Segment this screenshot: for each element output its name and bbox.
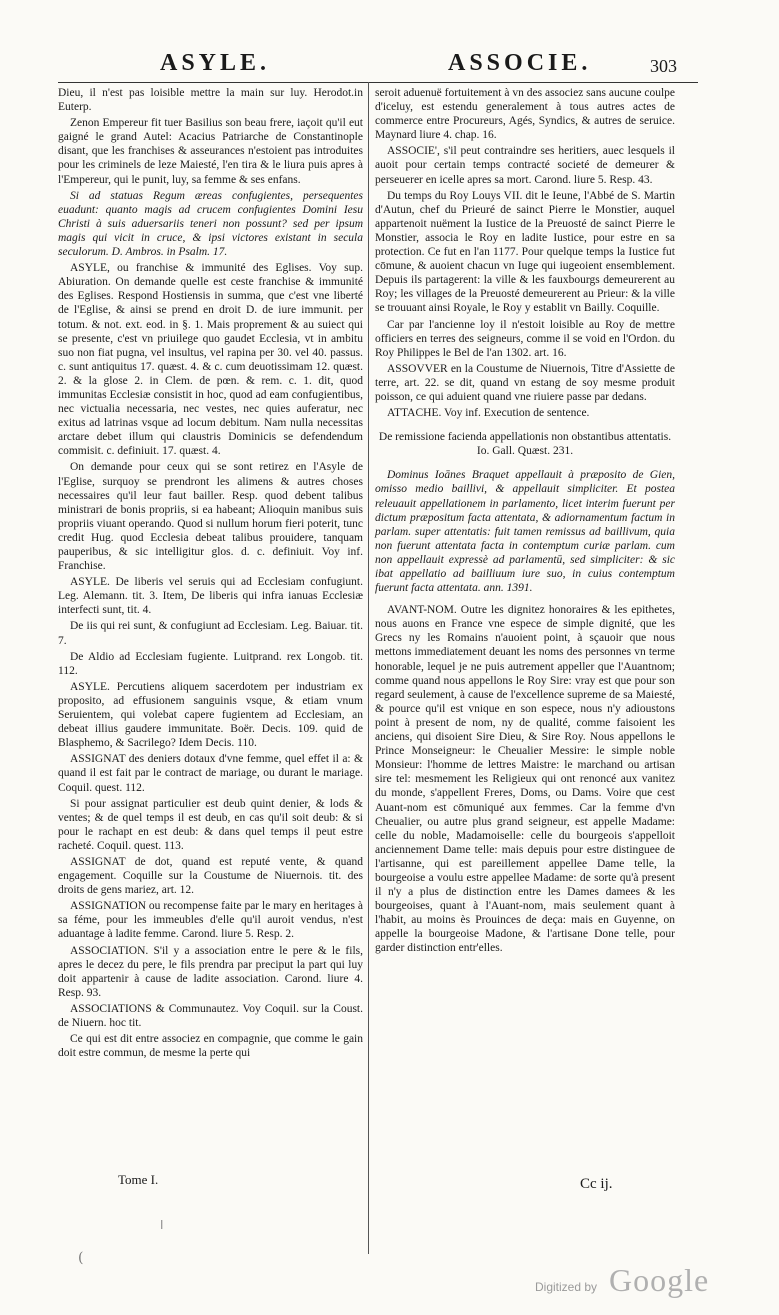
page-number: 303 — [650, 56, 677, 76]
paragraph: ASYLE. De liberis vel seruis qui ad Ecclesiam confugiunt. Leg. Alemann. tit. 3. Item, De liberis qui infra ianuas Ecclesiæ interfecti sunt, tit. 4. — [58, 576, 363, 617]
left-column — [58, 86, 363, 1062]
paragraph: ASSOVVER en la Coustume de Niuernois, Titre d'Assiette de terre, art. 22. se dit, quand vn estang de soy mesme produit poisson, ce qui aduient quand vne riuiere passe par dedans. — [375, 362, 675, 403]
paragraph: Car par l'ancienne loy il n'estoit loisible au Roy de mettre officiers en terres des seigneurs, comme il se void en l'Ordon. du Roy Philippes le Bel de l'an 1302. art. 16. — [375, 318, 675, 359]
right-column — [375, 86, 675, 958]
stray-mark: ǀ — [160, 1218, 164, 1232]
paragraph: De iis qui rei sunt, & confugiunt ad Ecclesiam. Leg. Baiuar. tit. 7. — [58, 620, 363, 647]
paragraph: Si ad statuas Regum æreas confugientes, persequentes euadunt: quanto magis ad crucem confugientes Domini Iesu Christi à suis aduersariis teneri non possunt? sed per ipsum magis qui vicit in cruce, & ipsi victores existant in secula seculorum. D. Ambros. in Psalm. 17. — [58, 189, 363, 259]
paragraph: seroit aduenuë fortuitement à vn des associez sans aucune coulpe d'iceluy, est estendu generalement à tous autres actes de commerce entre Procureurs, Agés, Syndics, & autres de seruice. Maynard liure 4. chap. 16. — [375, 87, 675, 142]
digitized-watermark — [535, 1262, 755, 1298]
paragraph: Si pour assignat particulier est deub quint denier, & lods & ventes; & de quel temps il est deub, en cas qu'il soit deub: & si pour le rachapt en est deub: & dans quel temps il peut estre racheté. Coquil. quest. 113. — [58, 797, 363, 852]
stray-mark: ( — [78, 1250, 84, 1266]
running-head-left: ASYLE. — [160, 50, 271, 76]
header-rule — [58, 82, 698, 83]
paragraph: De Aldio ad Ecclesiam fugiente. Luitprand. rex Longob. tit. 112. — [58, 650, 363, 677]
section-heading: De remissione facienda appellationis non obstantibus attentatis. Io. Gall. Quæst. 231. — [378, 431, 672, 458]
paragraph: ASSIGNAT des deniers dotaux d'vne femme, quel effet il a: & quand il est fait par le contract de mariage, ou durant le mariage. Coquil. quest. 112. — [58, 753, 363, 794]
paragraph: ATTACHE. Voy inf. Execution de sentence. — [387, 407, 590, 420]
paragraph: ASYLE. Percutiens aliquem sacerdotem per industriam ex proposito, ad effusionem sanguinis vsque, & etiam vnum Seruientem, qui volebat capere fugientem ad Ecclesiam, an debeat illius gaudere immunitate. Boër. Decis. 109. quid de Blasphemo, & Sacrilego? Idem Decis. 110. — [58, 680, 363, 750]
column-divider — [368, 82, 369, 1254]
paragraph: Ce qui est dit entre associez en compagnie, que comme le gain doit estre commun, de mesme la perte qui — [58, 1033, 363, 1060]
signature-mark: Cc ij. — [580, 1176, 613, 1192]
volume-label: Tome I. — [118, 1172, 159, 1187]
paragraph: AVANT-NOM. Outre les dignitez honoraires & les epithetes, nous auons en France vne espece de simple dignité, que les Grecs ny les Romains n'auoient point, à sçauoir que nous mettons immediatement deuant les noms des personnes vn terme honorable, lequel je ne puis autrement appeller que l'Auantnom; comme quand nous appellons le Roy Sire: vray est que pour son regard seulement, à cause de l'excellence supreme de sa Maiesté, & pource qu'il est vnique en son espece, nous n'y adioustons point à present de nom, ny de qualité, comme faisoient les anciens, qui disoient Sire Dieu, & Sire Roy. Nous appellons le Prince Monseigneur: le Cheualier Messire: le simple noble Monsieur: l'homme de lettres Maistre: le marchand ou artisan sire tel: mesmement les Religieux qui ont renoncé aux vanitez du monde, s'appellent Freres, Doms, ou Dams. Voire que cest Auant-nom est cōmuniqué aux femmes. Car la femme d'vn Cheualier, ou autre plus grand seigneur, est appelle Madame: celle du noble, Madamoiselle: celle du bourgeois s'appelloit anciennement Dame telle: mais depuis pour estre distinguee de l'artisanne, qui est pareillement appellee Dame telle, la bourgeoise a voulu estre appellee Madame: de sorte qu'à present il n'y a plus de distinction entre les Dames damees & les bourgeoises, quant à l'Auant-nom, mais seulement quant à l'habit, au moins ès Prouinces de deça: mais en Guyenne, on appelle la bourgeoise Madone, & l'artisane Done telle, pour garder distinction entr'elles. — [375, 604, 675, 955]
paragraph: Zenon Empereur fit tuer Basilius son beau frere, iaçoit qu'il eut gaigné le grand Autel: Acacius Patriarche de Constantinople disant, que les franchises & asseurances n'estoient pas introduites pour les criminels de leze Maiesté, l'en tira & le liura puis apres à l'Empereur, qui le punit, luy, sa femme & ses enfans. — [58, 117, 363, 186]
paragraph: Dominus Ioānes Braquet appellauit à præposito de Gien, omisso medio baillivi, & appellauit simpliciter. Et postea releuauit appellationem in parlamento, licet interim fuerunt per dictum præpositum facta attentata, & adiornamentum factum in parlam. super attentatis: fuit tamen remissus ad baillivum, quia non fuerunt attentata facta in contemptum curiæ parlam. cum non appellauit expressè ad parlamentū, sed simpliciter: & sic ibat appellatio ad bailliuum iure suo, in cuius contemptum fuerunt facta attentata. ann. 1391. — [375, 469, 675, 595]
paragraph: ASSOCIATIONS & Communautez. Voy Coquil. sur la Coust. de Niuern. hoc tit. — [58, 1002, 363, 1029]
paragraph: On demande pour ceux qui se sont retirez en l'Asyle de l'Eglise, surquoy se prendront les alimens & autres choses necessaires qu'il leur faut bailler. Resp. quod debent talibus ministrari de bonis propriis, si ea habeant; Alioquin manibus suis propriis viuant operando. Quod si nullum horum fieri poterit, tunc credit Hug. quod Ecclesia debeat talibus prouidere, tanquam pauperibus, & sic intelligitur glos. d. c. definiuit. Voy inf. Franchise. — [58, 461, 363, 573]
paragraph: ASSOCIE', s'il peut contraindre ses heritiers, auec lesquels il auoit pour certain temps contracté societé de demeurer & perseuerer en icelle apres sa mort. Carond. liure 5. Resp. 43. — [375, 145, 675, 186]
paragraph: Dieu, il n'est pas loisible mettre la main sur luy. Herodot.in Euterp. — [58, 87, 363, 114]
running-head-right: ASSOCIE. — [448, 50, 592, 76]
paragraph: ASSIGNAT de dot, quand est reputé vente, & quand engagement. Coquille sur la Coustume de Niuernois. tit. des droits de gens mariez, art. 12. — [58, 855, 363, 897]
paragraph: ASSIGNATION ou recompense faite par le mary en heritages à sa féme, pour les immeubles d'elle qu'il auroit vendus, n'est aduantage à ladite femme. Carond. liure 5. Resp. 2. — [58, 900, 363, 941]
paragraph: Du temps du Roy Louys VII. dit le Ieune, l'Abbé de S. Martin d'Autun, chef du Prieuré de sainct Pierre le Monstier, auquel appartenoit nuëment la Iustice de la Preuosté de sainct Pierre le Monstier, associa le Roy en ladite Iustice, pour estre en sa protection. Ce fut en l'an 1177. Pour quelque temps la Iustice fut cōmune, & auoient chacun vn Iuge qui iugeoient ensemblement. Depuis ils partagerent: la ville & les fauxbourgs demeurerent au Roy; les villages de la Preuosté demeurerent au Prieur: & la ville se trouuant ainsi Royale, le Roy y establit vn Bailly. Coquille. — [375, 189, 675, 315]
watermark-prefix: Digitized by — [535, 1280, 598, 1294]
watermark-logo: Google — [609, 1262, 710, 1298]
paragraph: ASYLE, ou franchise & immunité des Eglises. Voy sup. Abiuration. On demande quelle est ceste franchise & immunité des Eglises. Respond Hostiensis in summa, que c'est vne liberté de l'Eglise, & ainsi se prend en droit D. de iure immunit. per totum. & not. ext. eod. in §. 1. Mais proprement & au suiect qui se presente, c'est vn priuilege quo gaudet Ecclesia, vt in ambitu suo non fiat pugna, vel insultus, vel rapina per 30. vel 40. passus. c. sunt antiquitus 17. quæst. 4. & c. cum deuotissimam 12. quæst. 2. & la glose 2. in Clem. de pœn. & rem. c. 1. dit, quod immunitas Ecclesiæ consistit in hoc, quod ad eam confugientibus, nec victualia necessaria, nec vestes, nec quies auferatur, nec exitus ad latrinas vsque ad locum debitum. Nam nulla necessitas arctare debet illum qui claustris Dominicis se defendendum commisit. c. definiuit. 17. quæst. 4. — [58, 262, 363, 458]
paragraph: ASSOCIATION. S'il y a association entre le pere & le fils, apres le decez du pere, le fils prendra par preciput la part qui luy doit appartenir à cause de ladite association. Carond. liure 4. Resp. 93. — [58, 944, 363, 999]
